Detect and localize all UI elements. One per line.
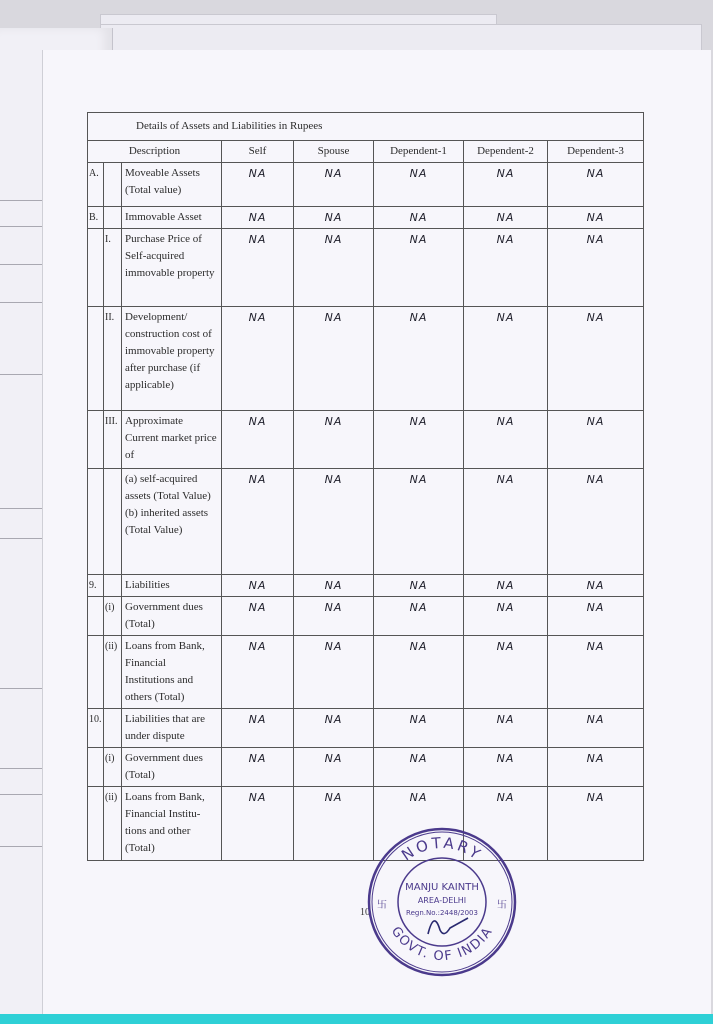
handwritten-value-spouse: NA — [294, 229, 374, 307]
handwritten-value-dependent-2: NA — [464, 575, 548, 597]
handwritten-value-dependent-2: NA — [464, 597, 548, 636]
handwritten-value-dependent-3: NA — [548, 787, 644, 861]
table-row — [88, 411, 644, 469]
row-description: Purchase Price of Self-acquired immovable property — [122, 229, 222, 307]
handwritten-value-dependent-1: NA — [374, 575, 464, 597]
row-number — [88, 307, 104, 411]
handwritten-value-dependent-2: NA — [464, 411, 548, 469]
row-number — [88, 597, 104, 636]
handwritten-value-dependent-2: NA — [464, 163, 548, 207]
handwritten-value-self: NA — [222, 597, 294, 636]
row-subnumber — [104, 575, 122, 597]
row-number — [88, 636, 104, 709]
stamp-regn: Regn.No.:2448/2003 — [406, 909, 478, 917]
row-description: Immovable Asset — [122, 207, 222, 229]
row-subnumber: I. — [104, 229, 122, 307]
handwritten-value-dependent-3: NA — [548, 469, 644, 575]
row-subnumber: (ii) — [104, 787, 122, 861]
row-number: A. — [88, 163, 104, 207]
handwritten-value-spouse: NA — [294, 709, 374, 748]
column-header-dependent-2: Dependent-2 — [464, 141, 548, 163]
handwritten-value-spouse: NA — [294, 575, 374, 597]
handwritten-value-dependent-1: NA — [374, 163, 464, 207]
table-row — [88, 207, 644, 229]
table-row — [88, 597, 644, 636]
page-number: 10 — [360, 907, 370, 918]
handwritten-value-dependent-1: NA — [374, 207, 464, 229]
row-description: Moveable Assets (Total value) — [122, 163, 222, 207]
row-number — [88, 748, 104, 787]
handwritten-value-self: NA — [222, 748, 294, 787]
table-row — [88, 163, 644, 207]
row-subnumber: (i) — [104, 597, 122, 636]
table-row — [88, 307, 644, 411]
row-number: 9. — [88, 575, 104, 597]
table-row — [88, 575, 644, 597]
handwritten-value-dependent-1: NA — [374, 636, 464, 709]
handwritten-value-dependent-2: NA — [464, 207, 548, 229]
stamp-signature — [428, 918, 468, 934]
column-header-spouse: Spouse — [294, 141, 374, 163]
caption-row — [88, 113, 644, 141]
handwritten-value-self: NA — [222, 469, 294, 575]
column-header-dependent-1: Dependent-1 — [374, 141, 464, 163]
stamp-area: AREA-DELHI — [417, 896, 467, 905]
handwritten-value-dependent-2: NA — [464, 469, 548, 575]
handwritten-value-self: NA — [222, 787, 294, 861]
swastika-icon-left: 卐 — [377, 900, 387, 911]
handwritten-value-self: NA — [222, 575, 294, 597]
handwritten-value-dependent-1: NA — [374, 229, 464, 307]
table-row — [88, 469, 644, 575]
handwritten-value-dependent-1: NA — [374, 787, 464, 861]
row-number: B. — [88, 207, 104, 229]
table-row — [88, 636, 644, 709]
row-description: Development/ construction cost of immovable property after purchase (if applicable) — [122, 307, 222, 411]
assets-liabilities-table — [87, 112, 644, 861]
handwritten-value-dependent-3: NA — [548, 229, 644, 307]
handwritten-value-dependent-2: NA — [464, 709, 548, 748]
handwritten-value-dependent-3: NA — [548, 575, 644, 597]
row-subnumber — [104, 163, 122, 207]
handwritten-value-spouse: NA — [294, 597, 374, 636]
handwritten-value-spouse: NA — [294, 636, 374, 709]
handwritten-value-dependent-1: NA — [374, 748, 464, 787]
row-number — [88, 469, 104, 575]
handwritten-value-dependent-2: NA — [464, 748, 548, 787]
handwritten-value-self: NA — [222, 229, 294, 307]
table-row — [88, 229, 644, 307]
handwritten-value-dependent-3: NA — [548, 709, 644, 748]
row-subnumber — [104, 709, 122, 748]
row-description: Loans from Bank, Financial Institu- tions and other (Total) — [122, 787, 222, 861]
handwritten-value-dependent-3: NA — [548, 636, 644, 709]
handwritten-value-self: NA — [222, 709, 294, 748]
handwritten-value-dependent-1: NA — [374, 469, 464, 575]
handwritten-value-dependent-2: NA — [464, 229, 548, 307]
handwritten-value-self: NA — [222, 207, 294, 229]
row-subnumber — [104, 469, 122, 575]
handwritten-value-self: NA — [222, 163, 294, 207]
row-description: Liabilities that are under dispute — [122, 709, 222, 748]
stamp-name: MANJU KAINTH — [405, 882, 479, 893]
handwritten-value-spouse: NA — [294, 469, 374, 575]
row-description: Government dues (Total) — [122, 748, 222, 787]
row-description: Liabilities — [122, 575, 222, 597]
row-description: Government dues (Total) — [122, 597, 222, 636]
handwritten-value-self: NA — [222, 307, 294, 411]
table-caption: Details of Assets and Liabilities in Rupees — [88, 113, 644, 141]
row-subnumber: II. — [104, 307, 122, 411]
table-row — [88, 709, 644, 748]
stamp-top-text: NOTARY — [398, 833, 486, 865]
handwritten-value-spouse: NA — [294, 748, 374, 787]
header-row — [88, 141, 644, 163]
handwritten-value-spouse: NA — [294, 207, 374, 229]
handwritten-value-dependent-2: NA — [464, 636, 548, 709]
column-header-self: Self — [222, 141, 294, 163]
handwritten-value-dependent-1: NA — [374, 709, 464, 748]
column-header-description: Description — [88, 141, 222, 163]
handwritten-value-dependent-1: NA — [374, 307, 464, 411]
column-header-dependent-3: Dependent-3 — [548, 141, 644, 163]
stamp-bottom-text: GOVT. OF INDIA — [387, 924, 497, 965]
handwritten-value-dependent-3: NA — [548, 207, 644, 229]
table-row — [88, 748, 644, 787]
handwritten-value-dependent-3: NA — [548, 307, 644, 411]
row-subnumber: (ii) — [104, 636, 122, 709]
row-number: 10. — [88, 709, 104, 748]
swastika-icon-right: 卐 — [497, 900, 507, 911]
handwritten-value-dependent-2: NA — [464, 307, 548, 411]
scanner-edge-strip — [0, 1014, 713, 1024]
handwritten-value-spouse: NA — [294, 787, 374, 861]
handwritten-value-dependent-3: NA — [548, 411, 644, 469]
row-description: (a) self-acquired assets (Total Value) (b) inherited assets (Total Value) — [122, 469, 222, 575]
notary-stamp — [366, 826, 518, 978]
handwritten-value-dependent-1: NA — [374, 411, 464, 469]
handwritten-value-dependent-3: NA — [548, 748, 644, 787]
handwritten-value-spouse: NA — [294, 411, 374, 469]
handwritten-value-dependent-1: NA — [374, 597, 464, 636]
handwritten-value-self: NA — [222, 411, 294, 469]
handwritten-value-dependent-3: NA — [548, 597, 644, 636]
handwritten-value-dependent-2: NA — [464, 787, 548, 861]
handwritten-value-spouse: NA — [294, 163, 374, 207]
row-number — [88, 411, 104, 469]
row-subnumber: III. — [104, 411, 122, 469]
handwritten-value-spouse: NA — [294, 307, 374, 411]
row-subnumber: (i) — [104, 748, 122, 787]
row-number — [88, 229, 104, 307]
handwritten-value-self: NA — [222, 636, 294, 709]
row-subnumber — [104, 207, 122, 229]
handwritten-value-dependent-3: NA — [548, 163, 644, 207]
row-description: Approximate Current market price of — [122, 411, 222, 469]
row-number — [88, 787, 104, 861]
row-description: Loans from Bank, Financial Institutions and others (Total) — [122, 636, 222, 709]
